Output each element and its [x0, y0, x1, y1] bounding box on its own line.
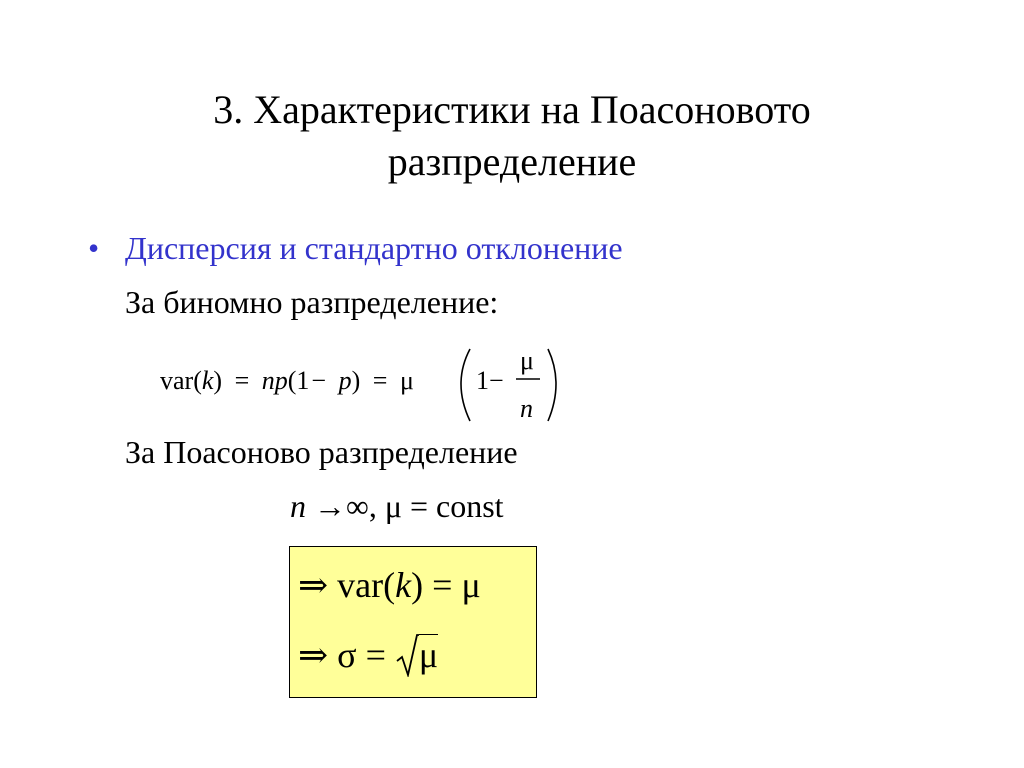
- svg-text:var(k) = np(1− p): [160, 366, 414, 395]
- var-k: k: [201, 366, 214, 395]
- binomial-label: За биномно разпределение:: [125, 284, 499, 320]
- title-line-2: разпределение: [387, 139, 637, 184]
- limit-const: const: [436, 488, 504, 524]
- sqrt-radical-icon: [395, 633, 419, 677]
- bullet-marker: •: [88, 230, 100, 266]
- result-mu-1: μ: [461, 565, 481, 605]
- limit-condition: [290, 484, 504, 528]
- equals-2: =: [372, 366, 388, 395]
- limit-n: n: [290, 488, 306, 524]
- result-var-open: var(: [328, 565, 396, 605]
- result-var-close: ): [411, 565, 424, 605]
- implies-2: ⇒: [298, 635, 329, 675]
- big-right-paren: [548, 349, 556, 421]
- limit-equals: =: [401, 488, 437, 524]
- bullet-heading: Дисперсия и стандартно отклонение: [125, 230, 623, 266]
- sqrt-mu: μ: [418, 635, 439, 675]
- result-box: [289, 546, 537, 698]
- title-line-1: 3. Характеристики на Поасоновото: [213, 87, 811, 132]
- one-minus: 1−: [476, 366, 504, 395]
- result-sigma: [298, 633, 438, 677]
- var-close: ): [213, 366, 223, 395]
- fraction-denominator: n: [520, 394, 533, 423]
- p-term: p: [338, 366, 352, 395]
- result-variance: [298, 563, 481, 607]
- binomial-variance-formula: [160, 343, 570, 428]
- result-equals-2: =: [356, 635, 395, 675]
- limit-arrow-infinity: →∞,: [306, 488, 385, 524]
- close-paren: ): [351, 366, 361, 395]
- mu-term: μ: [399, 366, 414, 395]
- poisson-label: За Поасоново разпределение: [125, 434, 518, 470]
- var-open: var(: [160, 366, 202, 395]
- slide-title: [112, 84, 912, 188]
- equals-1: =: [234, 366, 250, 395]
- result-sigma-symbol: σ: [328, 635, 357, 675]
- one-open: (1: [287, 366, 310, 395]
- result-equals-1: =: [423, 565, 462, 605]
- limit-mu: μ: [384, 488, 402, 524]
- result-var-k: k: [395, 565, 412, 605]
- sqrt-group: [395, 633, 438, 677]
- implies-1: ⇒: [298, 565, 329, 605]
- fraction-numerator: μ: [520, 346, 534, 375]
- minus-sign: −: [311, 366, 327, 395]
- big-left-paren: [461, 349, 470, 421]
- np-term: np: [261, 366, 288, 395]
